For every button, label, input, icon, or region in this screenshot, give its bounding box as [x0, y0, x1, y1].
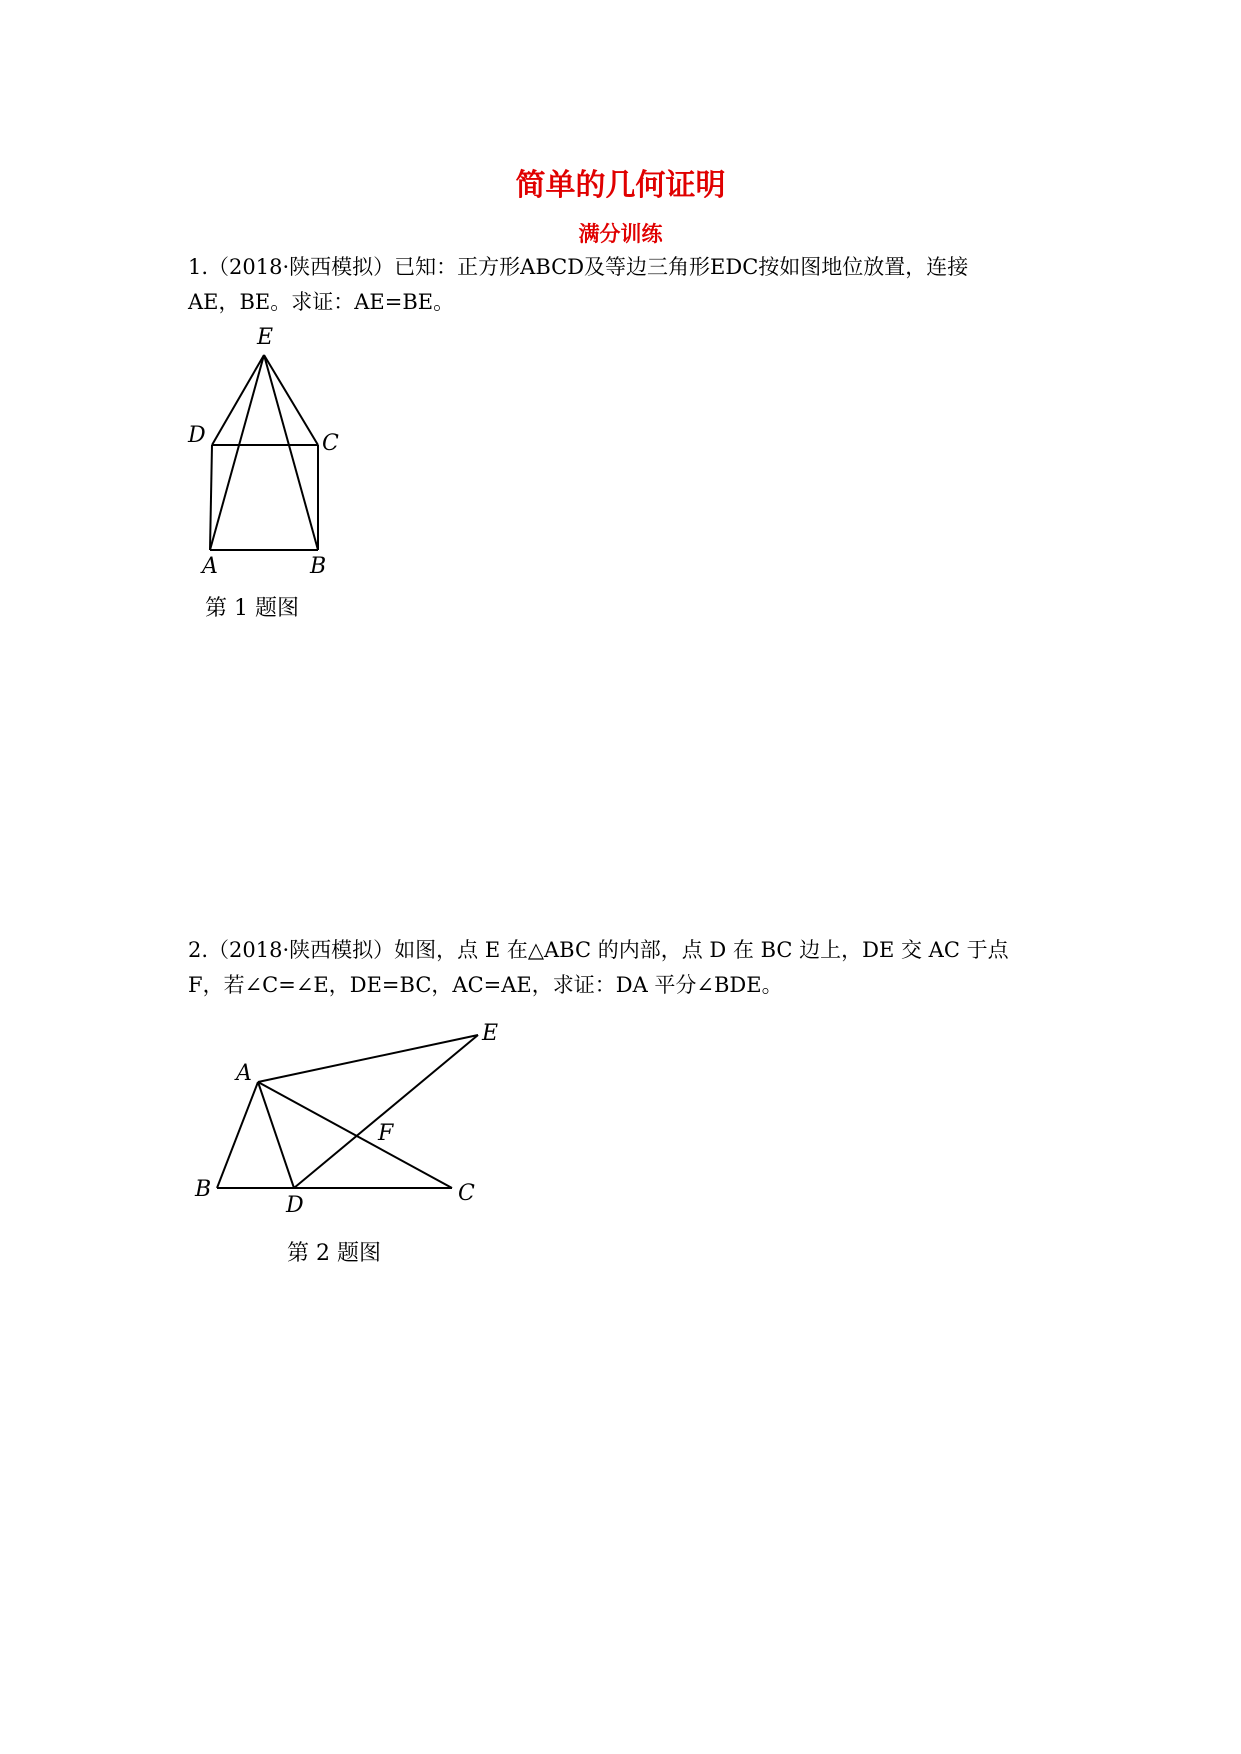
question-2 [188, 933, 1058, 1003]
question-1 [188, 250, 1058, 320]
label-D: D [286, 1193, 304, 1218]
label-B: B [310, 554, 327, 579]
label-E: E [257, 325, 274, 350]
label-A: A [236, 1061, 252, 1086]
question-1-line-2: AE，BE。求证：AE=BE。 [188, 290, 455, 314]
question-2-line-1: 2.（2018·陕西模拟）如图，点 E 在△ABC 的内部，点 D 在 BC 边上，DE 交 AC 于点 [188, 938, 1009, 962]
segment-AB [217, 1082, 258, 1188]
figure-2 [190, 1020, 520, 1280]
segment-AE [258, 1035, 478, 1082]
figure-2-caption: 第 2 题图 [287, 1241, 381, 1266]
label-E: E [482, 1021, 499, 1046]
segment-EC [264, 355, 318, 445]
question-2-line-2: F，若∠C=∠E，DE=BC，AC=AE，求证：DA 平分∠BDE。 [188, 973, 783, 997]
segment-EA [210, 355, 264, 550]
label-A: A [202, 554, 218, 579]
segment-AC [258, 1082, 452, 1188]
segment-EB [264, 355, 318, 550]
question-1-line-1: 1.（2018·陕西模拟）已知：正方形ABCD及等边三角形EDC按如图地位放置，连接 [188, 255, 969, 279]
label-D: D [188, 423, 206, 448]
page-subtitle: 满分训练 [578, 222, 663, 246]
figure-1 [180, 320, 360, 630]
label-F: F [378, 1121, 394, 1146]
label-B: B [195, 1177, 212, 1202]
figure-1-caption: 第 1 题图 [205, 596, 299, 621]
page-title: 简单的几何证明 [515, 168, 726, 203]
segment-DE [294, 1035, 478, 1188]
label-C: C [322, 431, 339, 456]
segment-AD [210, 445, 212, 550]
segment-ED [212, 355, 264, 445]
label-C: C [458, 1181, 475, 1206]
